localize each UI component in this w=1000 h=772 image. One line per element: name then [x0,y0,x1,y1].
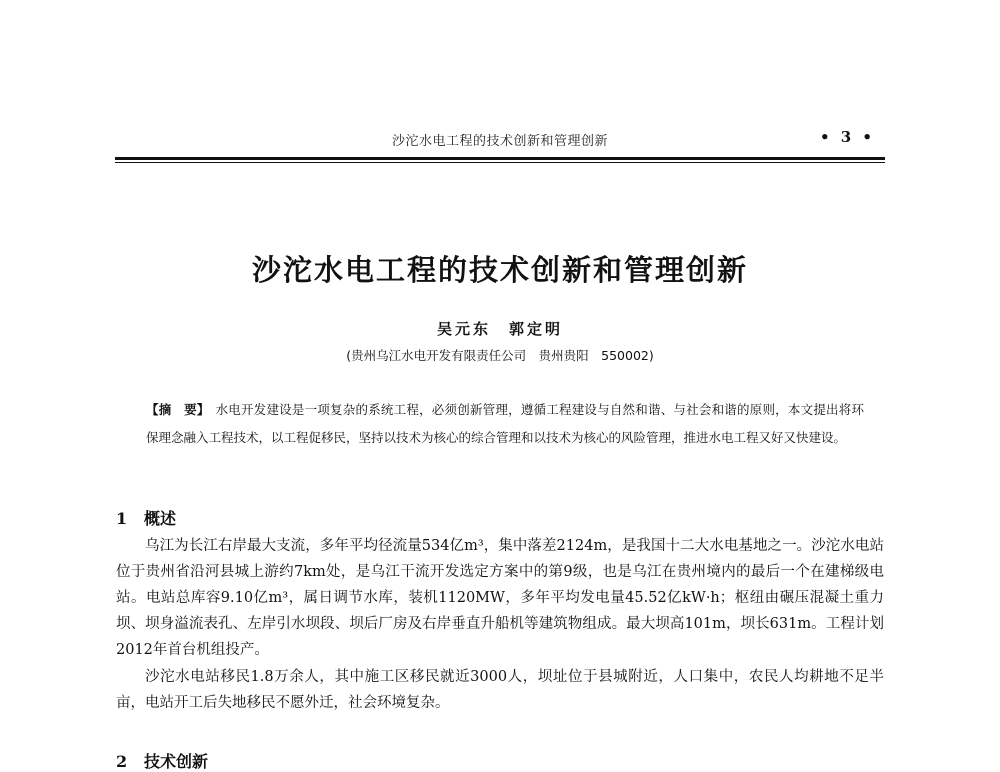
abstract-label: 【摘 要】 [146,402,210,417]
section-number: 1 [116,509,128,528]
body-paragraph: 乌江为长江右岸最大支流，多年平均径流量534亿m³，集中落差2124m，是我国十二大水电基地之一。沙沱水电站位于贵州省沿河县城上游约7km处，是乌江干流开发选定方案中的第9级，也是乌江在贵州境内的最后一个在建梯级电站。电站总库容9.10亿m³，属日调节水库，装机1120MW，多年平均发电量45.52亿kW·h；枢纽由碾压混凝土重力坝、坝身溢流表孔、左岸引水坝段、坝后厂房及右岸垂直升船机等建筑物组成。最大坝高101m，坝长631m。工程计划2012年首台机组投产。 [116,538,884,658]
paper-title: 沙沱水电工程的技术创新和管理创新 [251,253,748,287]
header-rule-thick [115,157,885,160]
section-heading-overview [116,506,176,529]
paper-authors: 吴元东 郭定明 [436,320,563,338]
section-title: 概述 [144,509,177,528]
abstract [146,396,864,452]
running-head-title: 沙沱水电工程的技术创新和管理创新 [391,134,608,149]
header-rule-thin [115,162,885,163]
abstract-text: 水电开发建设是一项复杂的系统工程，必须创新管理，遵循工程建设与自然和谐、与社会和谐的原则，本文提出将环保理念融入工程技术，以工程促移民，坚持以技术为核心的综合管理和以技术为核心的风险管理，推进水电工程又好又快建设。 [146,402,864,445]
paper-affiliation: (贵州乌江水电开发有限责任公司 贵州贵阳 550002) [346,348,654,363]
page-number: • 3 • [819,128,875,146]
section-number: 2 [116,752,128,771]
section-title: 技术创新 [144,752,209,771]
body-paragraph: 沙沱水电站移民1.8万余人，其中施工区移民就近3000人，坝址位于县城附近，人口集中，农民人均耕地不足半亩，电站开工后失地移民不愿外迁，社会环境复杂。 [116,669,884,711]
running-head [115,128,885,154]
section-heading-tech-innovation [116,749,208,772]
